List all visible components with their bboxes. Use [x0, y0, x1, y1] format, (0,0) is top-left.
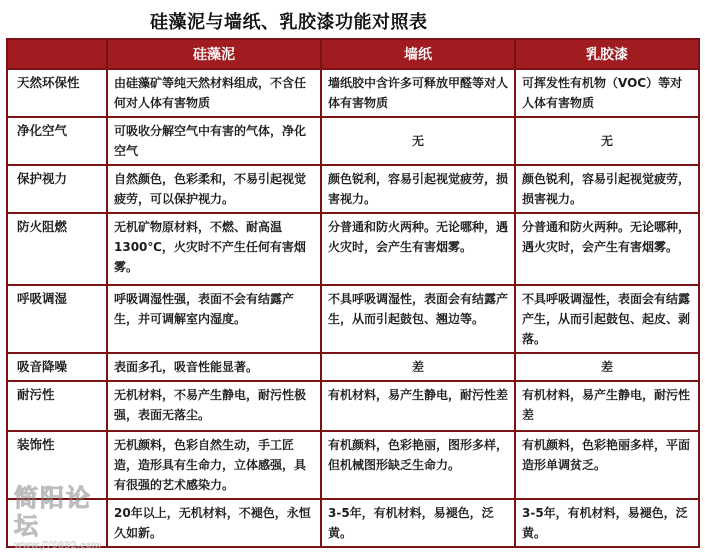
diatom-cell: 20年以上，无机材料，不褪色，永恒久如新。 [107, 499, 321, 547]
comparison-table [6, 38, 700, 548]
feature-cell: 吸音降噪 [7, 353, 107, 381]
wallpaper-cell: 颜色锐利，容易引起视觉疲劳，损害视力。 [321, 165, 515, 213]
latex-cell: 3-5年，有机材料，易褪色，泛黄。 [515, 499, 699, 547]
table-row [7, 285, 699, 353]
latex-cell: 有机材料，易产生静电，耐污性差 [515, 381, 699, 431]
watermark-url: www.JY0832.com [14, 541, 102, 551]
header-latex-paint: 乳胶漆 [515, 39, 699, 69]
diatom-cell: 自然颜色，色彩柔和，不易引起视觉疲劳，可以保护视力。 [107, 165, 321, 213]
diatom-cell: 无机矿物原材料，不燃、耐高温1300℃，火灾时不产生任何有害烟雾。 [107, 213, 321, 285]
wallpaper-cell: 3-5年，有机材料，易褪色，泛黄。 [321, 499, 515, 547]
feature-cell: 天然环保性 [7, 69, 107, 117]
latex-cell: 无 [515, 117, 699, 165]
watermark-logo: 简阳论坛 [14, 483, 92, 540]
table-row [7, 117, 699, 165]
feature-cell: 装饰性 [7, 431, 107, 499]
diatom-cell: 无机颜料，色彩自然生动，手工匠造，造形具有生命力，立体感强，具有很强的艺术感染力。 [107, 431, 321, 499]
table-row [7, 381, 699, 431]
wallpaper-cell: 有机材料，易产生静电，耐污性差 [321, 381, 515, 431]
header-wallpaper: 墙纸 [321, 39, 515, 69]
diatom-cell: 无机材料，不易产生静电，耐污性极强，表面无落尘。 [107, 381, 321, 431]
table-row [7, 69, 699, 117]
feature-cell: 净化空气 [7, 117, 107, 165]
feature-cell [7, 499, 107, 547]
table-row [7, 213, 699, 285]
latex-cell: 差 [515, 353, 699, 381]
latex-cell: 颜色锐利，容易引起视觉疲劳，损害视力。 [515, 165, 699, 213]
diatom-cell: 表面多孔，吸音性能显著。 [107, 353, 321, 381]
diatom-cell: 由硅藻矿等纯天然材料组成，不含任何对人体有害物质 [107, 69, 321, 117]
wallpaper-cell: 无 [321, 117, 515, 165]
table-row [7, 431, 699, 499]
header-diatom-mud: 硅藻泥 [107, 39, 321, 69]
table-row [7, 499, 699, 547]
latex-cell: 分普通和防火两种。无论哪种，遇火灾时，会产生有害烟雾。 [515, 213, 699, 285]
feature-cell: 耐污性 [7, 381, 107, 431]
feature-cell: 呼吸调湿 [7, 285, 107, 353]
wallpaper-cell: 分普通和防火两种。无论哪种，遇火灾时，会产生有害烟雾。 [321, 213, 515, 285]
header-feature [7, 39, 107, 69]
wallpaper-cell: 有机颜料，色彩艳丽，图形多样，但机械图形缺乏生命力。 [321, 431, 515, 499]
diatom-cell: 可吸收分解空气中有害的气体，净化空气 [107, 117, 321, 165]
wallpaper-cell: 不具呼吸调湿性，表面会有结露产生，从而引起鼓包、翘边等。 [321, 285, 515, 353]
table-row [7, 353, 699, 381]
header-row [7, 39, 699, 69]
feature-cell: 保护视力 [7, 165, 107, 213]
diatom-cell: 呼吸调湿性强，表面不会有结露产生，并可调解室内湿度。 [107, 285, 321, 353]
latex-cell: 不具呼吸调湿性，表面会有结露产生，从而引起鼓包、起皮、剥落。 [515, 285, 699, 353]
wallpaper-cell: 墙纸胶中含许多可释放甲醛等对人体有害物质 [321, 69, 515, 117]
page-title: 硅藻泥与墙纸、乳胶漆功能对照表 [150, 12, 428, 33]
feature-cell: 防火阻燃 [7, 213, 107, 285]
latex-cell: 可挥发性有机物（VOC）等对人体有害物质 [515, 69, 699, 117]
latex-cell: 有机颜料，色彩艳丽多样，平面造形单调贫乏。 [515, 431, 699, 499]
wallpaper-cell: 差 [321, 353, 515, 381]
table-row [7, 165, 699, 213]
